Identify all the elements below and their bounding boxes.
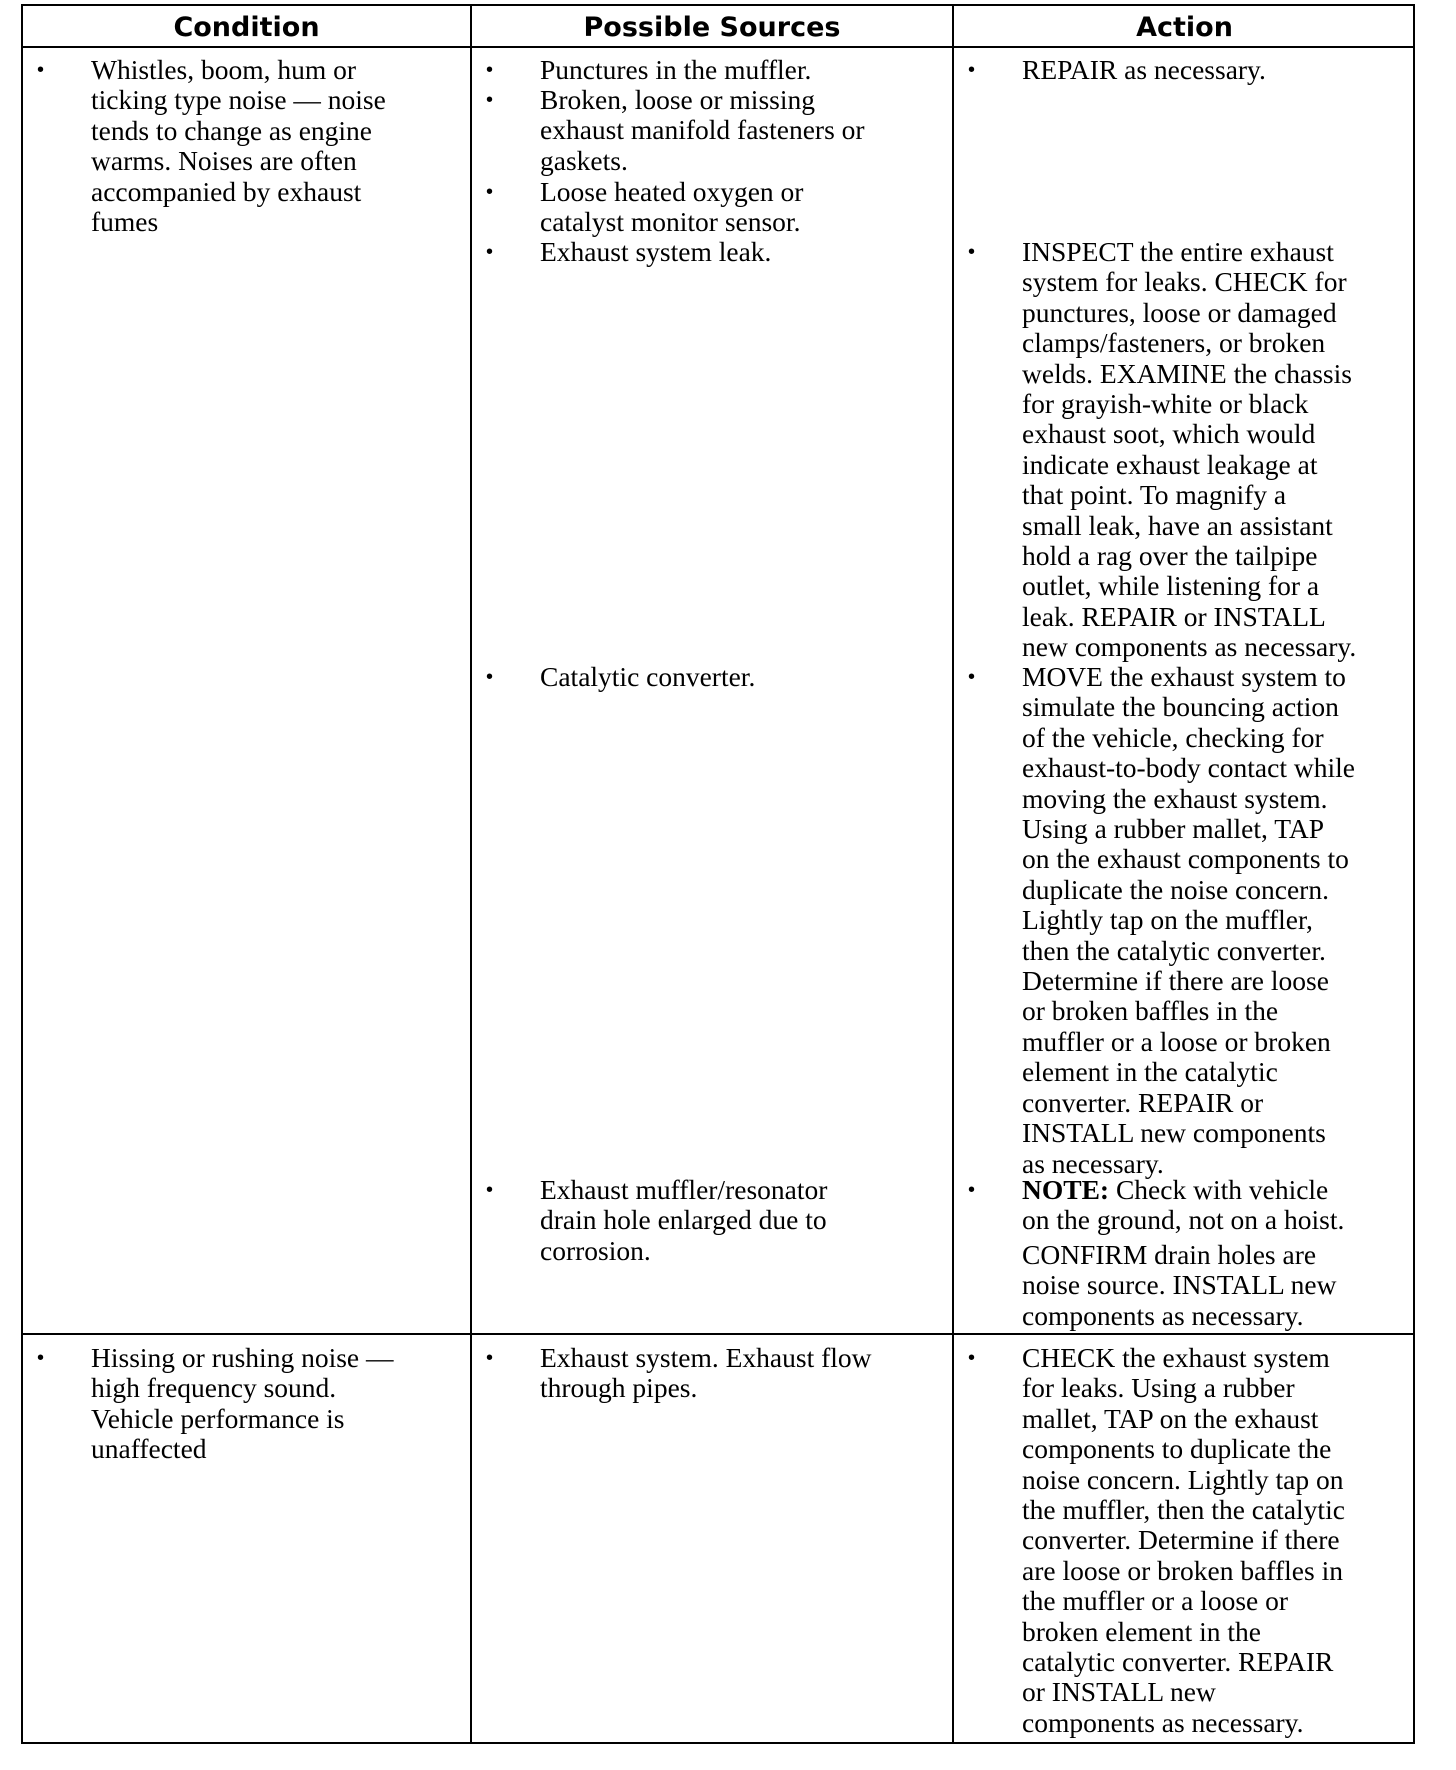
action-item (968, 662, 1355, 1179)
source-item (486, 1343, 872, 1404)
source-item (486, 177, 803, 238)
bullet: • (37, 59, 45, 81)
header-possible-sources: Possible Sources (583, 11, 841, 43)
note-label: NOTE: (1022, 1174, 1110, 1205)
bullet: • (486, 89, 494, 111)
column-divider (952, 6, 954, 1742)
action-item (968, 55, 1266, 85)
bullet: • (968, 1347, 976, 1369)
source-text: Exhaust system leak. (540, 236, 772, 267)
bullet: • (486, 1179, 494, 1201)
bullet: • (486, 666, 494, 688)
bullet: • (968, 1179, 976, 1201)
action-item (968, 1343, 1345, 1738)
condition-item (37, 1343, 394, 1465)
bullet: • (486, 181, 494, 203)
source-text: Broken, loose or missing exhaust manifold fasteners or gaskets. (540, 84, 865, 176)
header-action: Action (1136, 11, 1233, 43)
condition-text: Hissing or rushing noise — high frequency sound. Vehicle performance is unaffected (91, 1342, 394, 1465)
source-item (486, 237, 771, 267)
bullet: • (968, 666, 976, 688)
bullet: • (37, 1347, 45, 1369)
action-item (968, 237, 1356, 663)
condition-text: Whistles, boom, hum or ticking type noise — noise tends to change as engine warms. Noises are often accompanied by exhaust fumes (91, 54, 386, 238)
column-divider (470, 6, 472, 1742)
action-text: MOVE the exhaust system to simulate the bouncing action of the vehicle, checking for exhaust-to-body contact while moving the exhaust system. Using a rubber mallet, TAP on the exhaust components to duplicate the noise concern. Lightly tap on the muffler, then the catalytic converter. Determine if there are loose or broken baffles in the muffler or a loose or broken element in the catalytic converter. REPAIR or INSTALL new components as necessary. (1022, 661, 1355, 1179)
source-item (486, 85, 865, 176)
action-item (968, 1175, 1344, 1331)
condition-item (37, 55, 386, 237)
source-text: Loose heated oxygen or catalyst monitor sensor. (540, 176, 804, 238)
note-followup: CONFIRM drain holes are noise source. INSTALL new components as necessary. (1022, 1238, 1337, 1331)
bullet: • (968, 241, 976, 263)
source-text: Exhaust muffler/resonator drain hole enlarged due to corrosion. (540, 1174, 828, 1266)
note-text: Check with vehicle on the ground, not on a hoist. (1022, 1174, 1345, 1236)
row-divider (23, 1333, 1413, 1335)
diagnosis-table (21, 4, 1415, 1744)
source-text: Exhaust system. Exhaust flow through pipes. (540, 1342, 872, 1404)
header-condition: Condition (173, 11, 320, 43)
source-text: Catalytic converter. (540, 661, 756, 692)
note-block (1022, 1175, 1344, 1331)
action-text: CHECK the exhaust system for leaks. Using a rubber mallet, TAP on the exhaust components to duplicate the noise concern. Lightly tap on the muffler, then the catalytic converter. Determine if there are loose or broken baffles in the muffler or a loose or broken element in the catalytic converter. REPAIR or INSTALL new components as necessary. (1022, 1342, 1345, 1738)
bullet: • (486, 1347, 494, 1369)
bullet: • (486, 59, 494, 81)
source-item (486, 55, 811, 85)
bullet: • (968, 59, 976, 81)
source-text: Punctures in the muffler. (540, 54, 812, 85)
action-text: INSPECT the entire exhaust system for leaks. CHECK for punctures, loose or damaged clamps/fasteners, or broken welds. EXAMINE the chassis for grayish-white or black exhaust soot, which would indicate exhaust leakage at that point. To magnify a small leak, have an assistant hold a rag over the tailpipe outlet, while listening for a leak. REPAIR or INSTALL new components as necessary. (1022, 236, 1357, 663)
source-item (486, 1175, 827, 1266)
action-text: REPAIR as necessary. (1022, 54, 1266, 85)
bullet: • (486, 241, 494, 263)
source-item (486, 662, 755, 692)
